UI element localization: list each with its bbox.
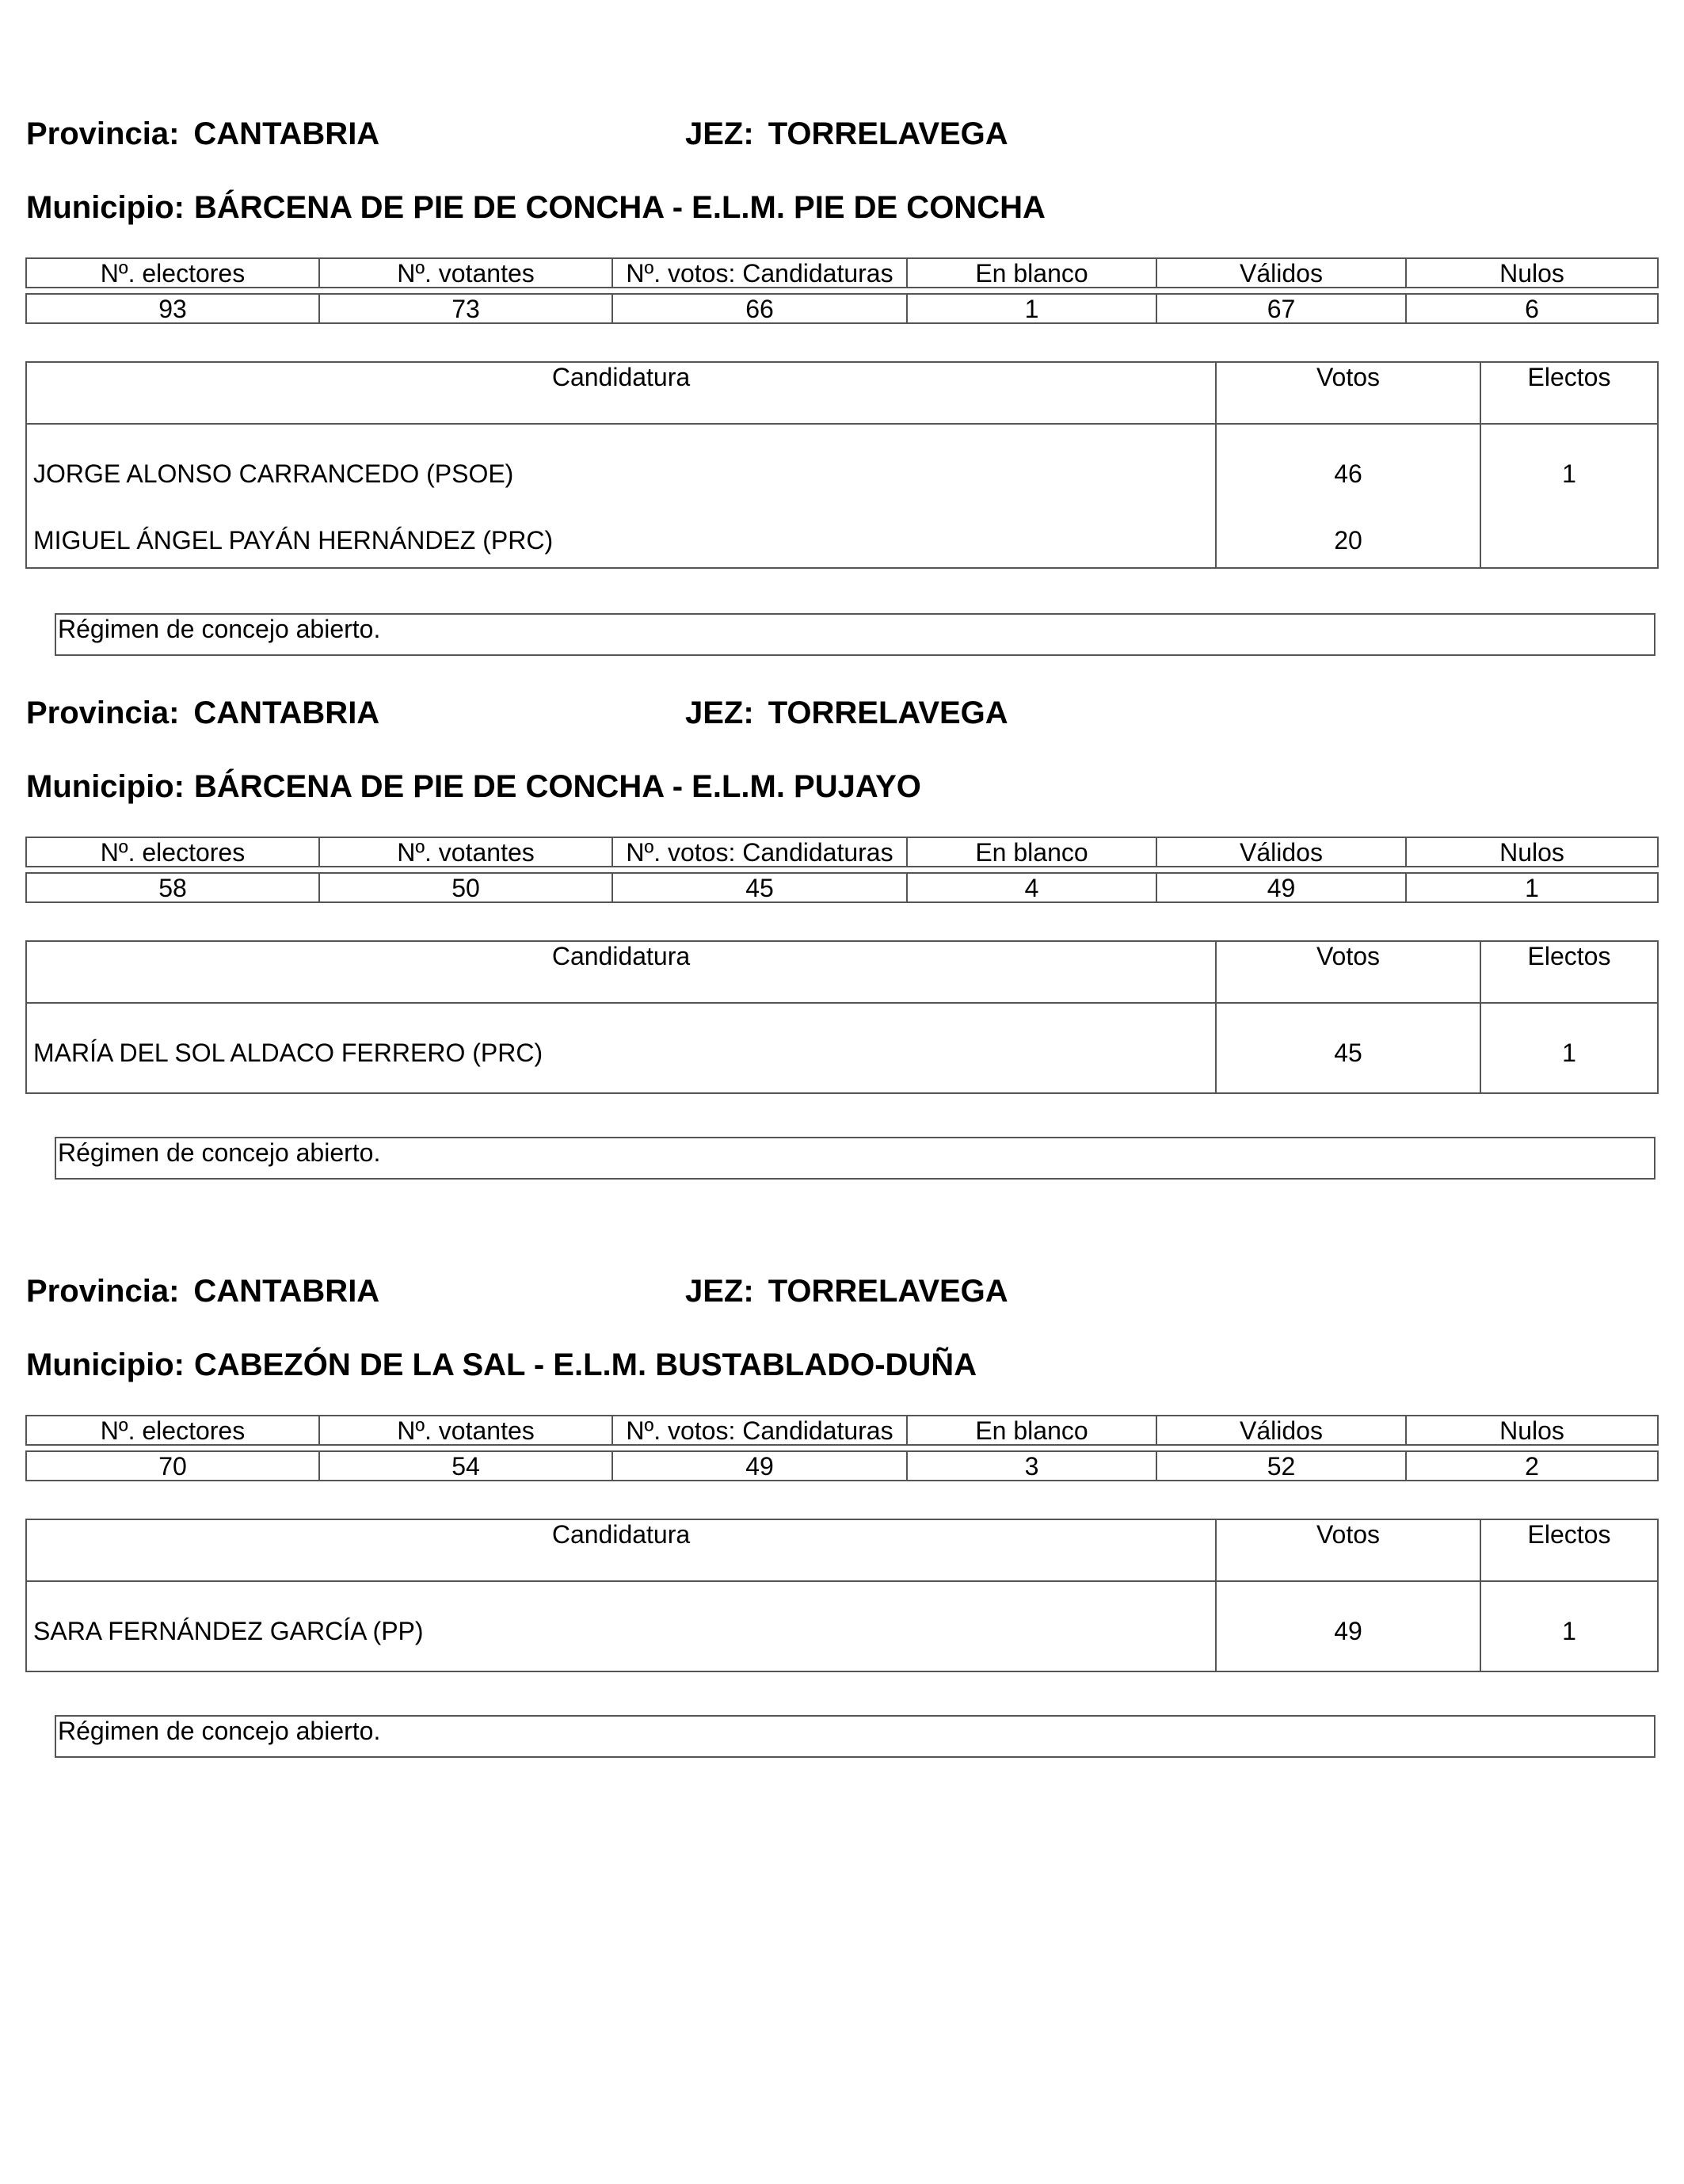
jez-heading bbox=[685, 695, 1008, 731]
candidates-header-cell: Candidatura bbox=[26, 941, 1216, 1003]
candidate-votes: 49 bbox=[1216, 1581, 1480, 1671]
provincia-value: CANTABRIA bbox=[193, 1274, 380, 1309]
stats-value-cell: 6 bbox=[1406, 294, 1658, 323]
stats-header-cell: Nº. electores bbox=[26, 1416, 319, 1445]
stats-gap-cell bbox=[907, 867, 1156, 873]
stats-value-cell: 3 bbox=[907, 1451, 1156, 1481]
candidates-header-cell: Votos bbox=[1216, 362, 1480, 424]
stats-gap-cell bbox=[1156, 1445, 1406, 1451]
provincia-value: CANTABRIA bbox=[193, 696, 380, 730]
candidates-header-cell: Candidatura bbox=[26, 362, 1216, 424]
stats-gap-cell bbox=[612, 1445, 907, 1451]
candidate-row bbox=[26, 1003, 1658, 1093]
stats-value-cell: 70 bbox=[26, 1451, 319, 1481]
municipio-label: Municipio: bbox=[26, 769, 185, 804]
stats-gap-cell bbox=[1406, 288, 1658, 294]
stats-gap-cell bbox=[1156, 288, 1406, 294]
candidate-votes: 46 bbox=[1216, 424, 1480, 513]
provincia-heading bbox=[26, 1273, 379, 1309]
stats-row-gap bbox=[26, 288, 1658, 294]
stats-header-cell: Nº. votos: Candidaturas bbox=[612, 258, 907, 288]
stats-header-cell: Nulos bbox=[1406, 1416, 1658, 1445]
candidate-name: MIGUEL ÁNGEL PAYÁN HERNÁNDEZ (PRC) bbox=[26, 513, 1216, 568]
candidates-header-cell: Candidatura bbox=[26, 1519, 1216, 1581]
election-section bbox=[0, 579, 1684, 1167]
municipio-label: Municipio: bbox=[26, 1347, 185, 1382]
election-section bbox=[0, 1157, 1684, 1745]
stats-value-cell: 93 bbox=[26, 294, 319, 323]
stats-gap-cell bbox=[319, 288, 612, 294]
candidate-electos: 1 bbox=[1480, 424, 1658, 513]
stats-gap-cell bbox=[907, 288, 1156, 294]
candidate-row bbox=[26, 424, 1658, 513]
candidates-table bbox=[25, 940, 1659, 1094]
stats-value-cell: 1 bbox=[907, 294, 1156, 323]
stats-header-cell: Nº. votos: Candidaturas bbox=[612, 1416, 907, 1445]
candidate-row bbox=[26, 1581, 1658, 1671]
stats-header-cell: Nº. votos: Candidaturas bbox=[612, 837, 907, 867]
stats-table bbox=[25, 837, 1659, 903]
stats-value-cell: 54 bbox=[319, 1451, 612, 1481]
stats-header-cell: Válidos bbox=[1156, 837, 1406, 867]
stats-value-cell: 45 bbox=[612, 873, 907, 902]
jez-heading bbox=[685, 116, 1008, 152]
stats-gap-cell bbox=[1156, 867, 1406, 873]
stats-value-cell: 52 bbox=[1156, 1451, 1406, 1481]
stats-header-cell: Nº. electores bbox=[26, 837, 319, 867]
stats-header-cell: Nulos bbox=[1406, 837, 1658, 867]
election-section bbox=[0, 0, 1684, 643]
stats-value-cell: 2 bbox=[1406, 1451, 1658, 1481]
stats-gap-cell bbox=[612, 288, 907, 294]
stats-header-cell: En blanco bbox=[907, 258, 1156, 288]
stats-value-cell: 58 bbox=[26, 873, 319, 902]
regime-note: Régimen de concejo abierto. bbox=[55, 1137, 1655, 1180]
municipio-heading bbox=[26, 768, 921, 805]
candidate-name: SARA FERNÁNDEZ GARCÍA (PP) bbox=[26, 1581, 1216, 1671]
municipio-label: Municipio: bbox=[26, 190, 185, 225]
candidates-table bbox=[25, 1519, 1659, 1672]
stats-value-cell: 49 bbox=[612, 1451, 907, 1481]
stats-table bbox=[25, 1415, 1659, 1481]
stats-gap-cell bbox=[1406, 1445, 1658, 1451]
candidates-header-cell: Electos bbox=[1480, 362, 1658, 424]
stats-value-cell: 4 bbox=[907, 873, 1156, 902]
candidates-header-row bbox=[26, 941, 1658, 1003]
candidates-header-cell: Electos bbox=[1480, 941, 1658, 1003]
municipio-value: BÁRCENA DE PIE DE CONCHA - E.L.M. PIE DE CONCHA bbox=[193, 190, 1046, 225]
provincia-heading bbox=[26, 116, 379, 152]
candidate-electos bbox=[1480, 513, 1658, 568]
municipio-value: CABEZÓN DE LA SAL - E.L.M. BUSTABLADO-DUÑA bbox=[193, 1347, 977, 1382]
provincia-label: Provincia: bbox=[26, 696, 180, 730]
stats-header-cell: Nº. votantes bbox=[319, 837, 612, 867]
stats-header-cell: Nº. electores bbox=[26, 258, 319, 288]
jez-heading bbox=[685, 1273, 1008, 1309]
candidate-votes: 20 bbox=[1216, 513, 1480, 568]
stats-value-cell: 49 bbox=[1156, 873, 1406, 902]
jez-value: TORRELAVEGA bbox=[768, 1274, 1008, 1309]
stats-gap-cell bbox=[26, 288, 319, 294]
stats-value-cell: 67 bbox=[1156, 294, 1406, 323]
stats-header-cell: En blanco bbox=[907, 1416, 1156, 1445]
candidate-electos: 1 bbox=[1480, 1003, 1658, 1093]
stats-header-row bbox=[26, 837, 1658, 867]
stats-gap-cell bbox=[612, 867, 907, 873]
stats-gap-cell bbox=[907, 1445, 1156, 1451]
stats-header-cell: Válidos bbox=[1156, 1416, 1406, 1445]
municipio-heading bbox=[26, 189, 1046, 226]
candidates-header-cell: Votos bbox=[1216, 1519, 1480, 1581]
jez-label: JEZ: bbox=[685, 116, 754, 151]
candidate-name: MARÍA DEL SOL ALDACO FERRERO (PRC) bbox=[26, 1003, 1216, 1093]
stats-gap-cell bbox=[319, 867, 612, 873]
provincia-label: Provincia: bbox=[26, 1274, 180, 1309]
regime-note: Régimen de concejo abierto. bbox=[55, 613, 1655, 656]
stats-gap-cell bbox=[26, 1445, 319, 1451]
stats-value-row bbox=[26, 1451, 1658, 1481]
candidate-electos: 1 bbox=[1480, 1581, 1658, 1671]
stats-value-cell: 73 bbox=[319, 294, 612, 323]
stats-header-row bbox=[26, 1416, 1658, 1445]
jez-label: JEZ: bbox=[685, 1274, 754, 1309]
municipio-value: BÁRCENA DE PIE DE CONCHA - E.L.M. PUJAYO bbox=[193, 769, 921, 804]
candidates-table bbox=[25, 361, 1659, 569]
stats-value-row bbox=[26, 873, 1658, 902]
jez-value: TORRELAVEGA bbox=[768, 696, 1008, 730]
stats-header-cell: Nº. votantes bbox=[319, 1416, 612, 1445]
stats-header-row bbox=[26, 258, 1658, 288]
provincia-heading bbox=[26, 695, 379, 731]
stats-header-cell: Nulos bbox=[1406, 258, 1658, 288]
candidate-name: JORGE ALONSO CARRANCEDO (PSOE) bbox=[26, 424, 1216, 513]
candidates-header-cell: Votos bbox=[1216, 941, 1480, 1003]
provincia-value: CANTABRIA bbox=[193, 116, 380, 151]
jez-value: TORRELAVEGA bbox=[768, 116, 1008, 151]
jez-label: JEZ: bbox=[685, 696, 754, 730]
stats-header-cell: En blanco bbox=[907, 837, 1156, 867]
stats-gap-cell bbox=[26, 867, 319, 873]
stats-row-gap bbox=[26, 1445, 1658, 1451]
stats-value-row bbox=[26, 294, 1658, 323]
candidate-row bbox=[26, 513, 1658, 568]
stats-value-cell: 66 bbox=[612, 294, 907, 323]
regime-note: Régimen de concejo abierto. bbox=[55, 1715, 1655, 1758]
municipio-heading bbox=[26, 1347, 977, 1383]
stats-header-cell: Nº. votantes bbox=[319, 258, 612, 288]
candidate-votes: 45 bbox=[1216, 1003, 1480, 1093]
stats-row-gap bbox=[26, 867, 1658, 873]
candidates-header-row bbox=[26, 362, 1658, 424]
provincia-label: Provincia: bbox=[26, 116, 180, 151]
stats-value-cell: 50 bbox=[319, 873, 612, 902]
stats-gap-cell bbox=[1406, 867, 1658, 873]
candidates-header-row bbox=[26, 1519, 1658, 1581]
candidates-header-cell: Electos bbox=[1480, 1519, 1658, 1581]
stats-gap-cell bbox=[319, 1445, 612, 1451]
stats-value-cell: 1 bbox=[1406, 873, 1658, 902]
stats-table bbox=[25, 257, 1659, 324]
stats-header-cell: Válidos bbox=[1156, 258, 1406, 288]
